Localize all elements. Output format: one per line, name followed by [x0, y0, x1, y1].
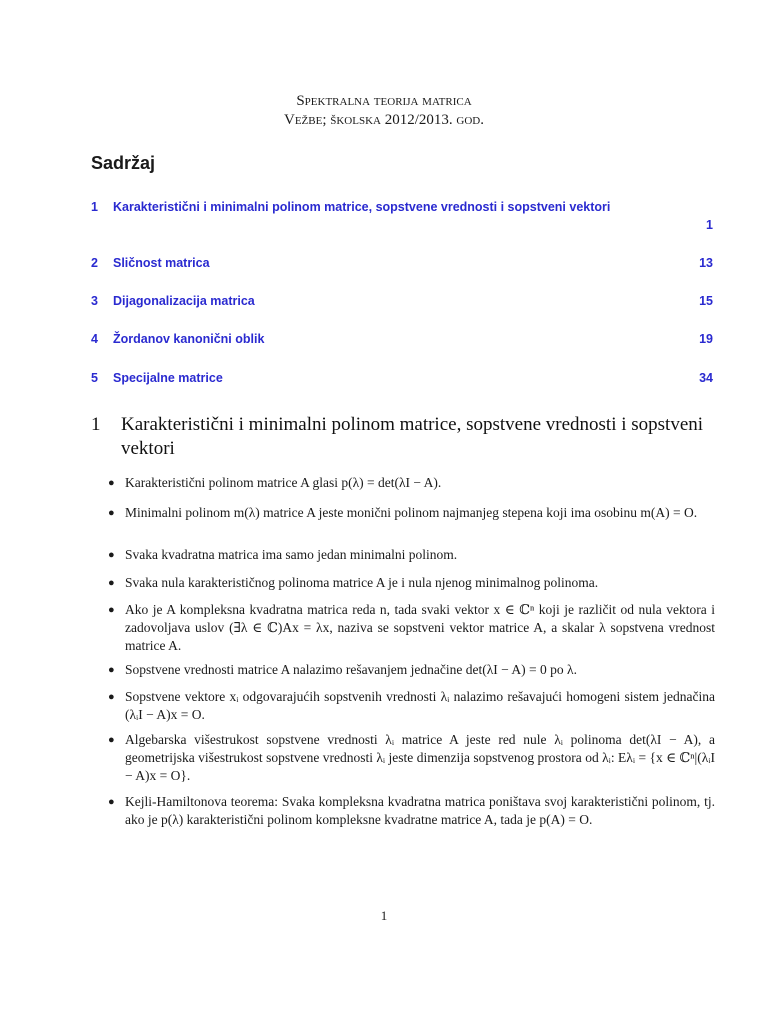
toc-entry-page: 19	[699, 332, 713, 346]
toc-entry-title: Žordanov kanonični oblik	[113, 332, 265, 346]
bullet-text: Kejli-Hamiltonova teorema: Svaka kompleksna kvadratna matrica poništava svoj karakteristični polinom, tj. ako je p(λ) karakteristični polinom kompleksne kvadratne matrice A, tada je p(A) = O.	[125, 794, 715, 827]
toc-entry-title: Specijalne matrice	[113, 371, 223, 385]
bullet-dot: ●	[108, 577, 115, 589]
toc-entry-title: Sličnost matrica	[113, 256, 210, 270]
toc-entry-5[interactable]	[91, 369, 713, 387]
toc-entry-title: Dijagonalizacija matrica	[113, 294, 255, 308]
bullet-text: Karakteristični polinom matrice A glasi p(λ) = det(λI − A).	[125, 475, 442, 490]
document-header	[0, 92, 768, 130]
bullet-dot: ●	[108, 734, 115, 746]
bullet-text: Minimalni polinom m(λ) matrice A jeste monični polinom najmanjeg stepena koji ima osobinu m(A) = O.	[125, 505, 698, 520]
toc-entry-number: 4	[91, 332, 98, 346]
toc-entry-2[interactable]	[91, 254, 713, 272]
bullet-dot: ●	[108, 691, 115, 703]
toc-entry-3[interactable]	[91, 292, 713, 310]
toc-entry-number: 3	[91, 294, 98, 308]
toc-entry-page: 34	[699, 371, 713, 385]
bullet-dot: ●	[108, 604, 115, 616]
bullet-text: Sopstvene vrednosti matrice A nalazimo rešavanjem jednačine det(λI − A) = 0 po λ.	[125, 662, 577, 677]
toc-entry-4[interactable]	[91, 330, 713, 348]
toc-entry-page: 13	[699, 256, 713, 270]
toc-entry-page: 15	[699, 294, 713, 308]
toc-entry-title: Karakteristični i minimalni polinom matrice, sopstvene vrednosti i sopstveni vektori	[113, 200, 611, 214]
bullet-dot: ●	[108, 507, 115, 519]
bullet-dot: ●	[108, 664, 115, 676]
toc-entry-number: 1	[91, 200, 98, 214]
bullet-text: Ako je A kompleksna kvadratna matrica reda n, tada svaki vektor x ∈ ℂⁿ koji je različit od nula vektora i zadovoljava uslov (∃λ ∈ ℂ)Ax = λx, naziva se sopstveni vektor matrice A, a skalar λ sopstvena vrednost matrice A.	[125, 602, 715, 653]
toc-entry-number: 2	[91, 256, 98, 270]
course-subtitle: Vežbe; školska 2012/2013. god.	[284, 112, 484, 128]
bullet-dot: ●	[108, 796, 115, 808]
toc-title: Sadržaj	[91, 153, 156, 173]
section-title: Karakteristični i minimalni polinom matrice, sopstvene vrednosti i sopstveni vektori	[121, 414, 704, 459]
toc-entry-number: 5	[91, 371, 98, 385]
section-number: 1	[91, 414, 101, 435]
bullet-text: Svaka kvadratna matrica ima samo jedan minimalni polinom.	[125, 547, 458, 562]
bullet-text: Algebarska višestrukost sopstvene vrednosti λᵢ matrice A jeste red nule λᵢ polinoma det(λI − A), a geometrijska višestrukost sopstvene vrednosti λᵢ jeste dimenzija sopstvenog prostora od λᵢ: Eλᵢ = {x ∈ ℂⁿ|(λᵢI − A)x = O}.	[125, 732, 715, 783]
toc-entry-1[interactable]	[91, 198, 713, 234]
bullet-dot: ●	[108, 549, 115, 561]
bullet-text: Svaka nula karakterističnog polinoma matrice A je i nula njenog minimalnog polinoma.	[125, 575, 599, 590]
page-number: 1	[380, 908, 388, 923]
bullet-text: Sopstvene vektore xᵢ odgovarajućih sopstvenih vrednosti λᵢ nalazimo rešavajući homogeni sistem jednačina (λᵢI − A)x = O.	[125, 689, 715, 722]
course-title: Spektralna teorija matrica	[296, 93, 472, 109]
bullet-dot: ●	[108, 477, 115, 489]
toc-entry-page: 1	[706, 218, 713, 232]
